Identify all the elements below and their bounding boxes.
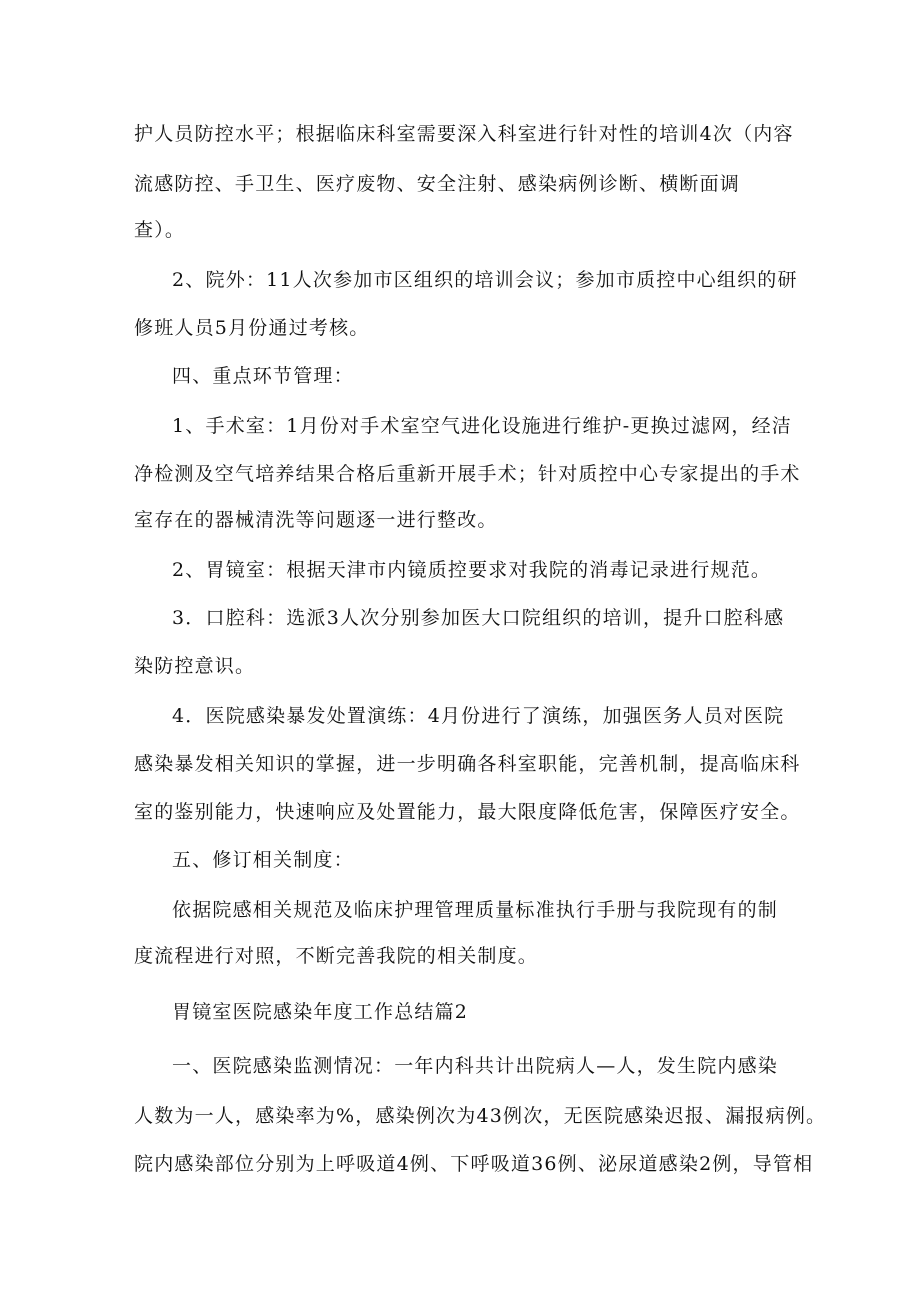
text-line: 查）。 xyxy=(134,219,186,241)
text-line: 依据院感相关规范及临床护理管理质量标准执行手册与我院现有的制 xyxy=(172,899,779,921)
text-line: 护人员防控水平；根据临床科室需要深入科室进行针对性的培训4次（内容 xyxy=(134,123,794,145)
text-line: 流感防控、手卫生、医疗废物、安全注射、感染病例诊断、横断面调 xyxy=(134,173,741,195)
text-line: 4．医院感染暴发处置演练：4月份进行了演练，加强医务人员对医院 xyxy=(172,705,785,727)
text-line: 1、手术室：1月份对手术室空气进化设施进行维护-更换过滤网，经洁 xyxy=(172,415,792,437)
section-heading: 五、修订相关制度： xyxy=(172,849,354,871)
text-line: 2、院外：11人次参加市区组织的培训会议；参加市质控中心组织的研 xyxy=(172,269,798,291)
document-title: 胃镜室医院感染年度工作总结篇2 xyxy=(172,1001,469,1023)
text-line: 室的鉴别能力，快速响应及处置能力，最大限度降低危害，保障医疗安全。 xyxy=(134,801,801,823)
text-line: 室存在的器械清洗等问题逐一进行整改。 xyxy=(134,509,498,531)
text-line: 感染暴发相关知识的掌握，进一步明确各科室职能，完善机制，提高临床科 xyxy=(134,753,801,775)
text-line: 修班人员5月份通过考核。 xyxy=(134,317,370,339)
text-line: 一、医院感染监测情况：一年内科共计出院病人—人，发生院内感染 xyxy=(172,1055,779,1077)
section-heading: 四、重点环节管理： xyxy=(172,365,354,387)
text-line: 度流程进行对照，不断完善我院的相关制度。 xyxy=(134,945,539,967)
text-line: 染防控意识。 xyxy=(134,655,256,677)
text-line: 净检测及空气培养结果合格后重新开展手术；针对质控中心专家提出的手术 xyxy=(134,463,801,485)
text-line: 3．口腔科：选派3人次分别参加医大口院组织的培训，提升口腔科感 xyxy=(172,607,785,629)
text-line: 人数为一人，感染率为%，感染例次为43例次，无医院感染迟报、漏报病例。 xyxy=(134,1105,827,1127)
text-line: 院内感染部位分别为上呼吸道4例、下呼吸道36例、泌尿道感染2例，导管相 xyxy=(134,1153,814,1175)
text-line: 2、胃镜室：根据天津市内镜质控要求对我院的消毒记录进行规范。 xyxy=(172,559,772,581)
